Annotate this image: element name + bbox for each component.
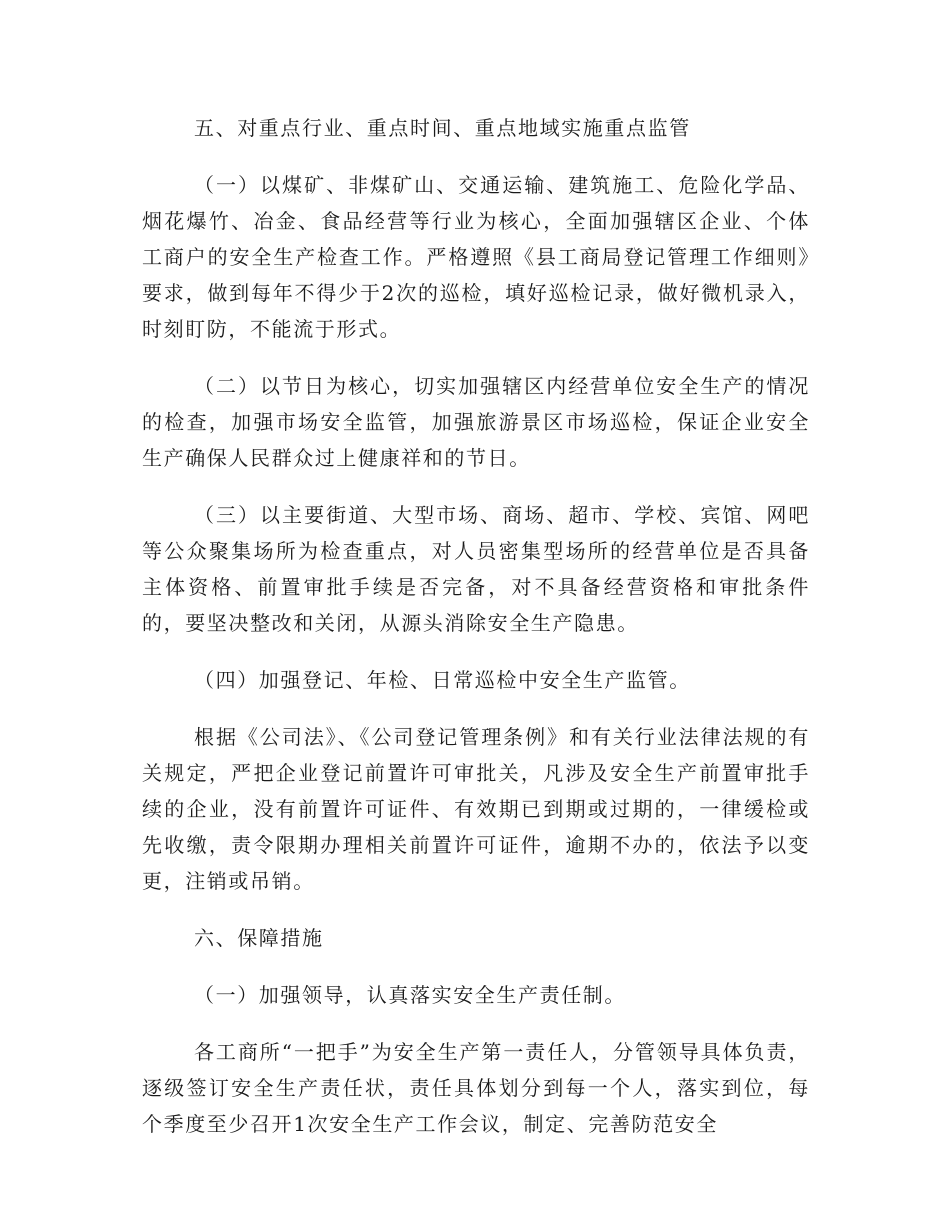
heading-section-five: 五、对重点行业、重点时间、重点地域实施重点监管 [194,116,691,140]
paragraph-item-1: （一）以煤矿、非煤矿山、交通运输、建筑施工、危险化学品、烟花爆竹、冶金、食品经营等行业为核心，全面加强辖区企业、个体工商户的安全生产检查工作。严格遵照《县工商局登记管理工作细则》要求，做到每年不得少于2次的巡检，填好巡检记录，做好微机录入，时刻盯防，不能流于形式。 [142,173,810,341]
paragraph-responsibility: 各工商所“一把手”为安全生产第一责任人，分管领导具体负责，逐级签订安全生产责任状，责任具体划分到每一个人，落实到位，每个季度至少召开1次安全生产工作会议，制定、完善防范安全 [142,1040,810,1136]
paragraph-item-4: （四）加强登记、年检、日常巡检中安全生产监管。 [194,668,691,692]
document-body [142,110,810,1163]
paragraph-legal-basis: 根据《公司法》、《公司登记管理条例》和有关行业法律法规的有关规定，严把企业登记前置许可审批关，凡涉及安全生产前置审批手续的企业，没有前置许可证件、有效期已到期或过期的，一律缓检或先收缴，责令限期办理相关前置许可证件，逾期不办的，依法予以变更，注销或吊销。 [142,725,810,893]
heading-section-six: 六、保障措施 [194,926,324,950]
paragraph-item-2: （二）以节日为核心，切实加强辖区内经营单位安全生产的情况的检查，加强市场安全监管，加强旅游景区市场巡检，保证企业安全生产确保人民群众过上健康祥和的节日。 [142,374,810,470]
paragraph-measure-1: （一）加强领导，认真落实安全生产责任制。 [194,983,626,1007]
paragraph-item-3: （三）以主要街道、大型市场、商场、超市、学校、宾馆、网吧等公众聚集场所为检查重点，对人员密集型场所的经营单位是否具备主体资格、前置审批手续是否完备，对不具备经营资格和审批条件的，要坚决整改和关闭，从源头消除安全生产隐患。 [142,503,810,635]
